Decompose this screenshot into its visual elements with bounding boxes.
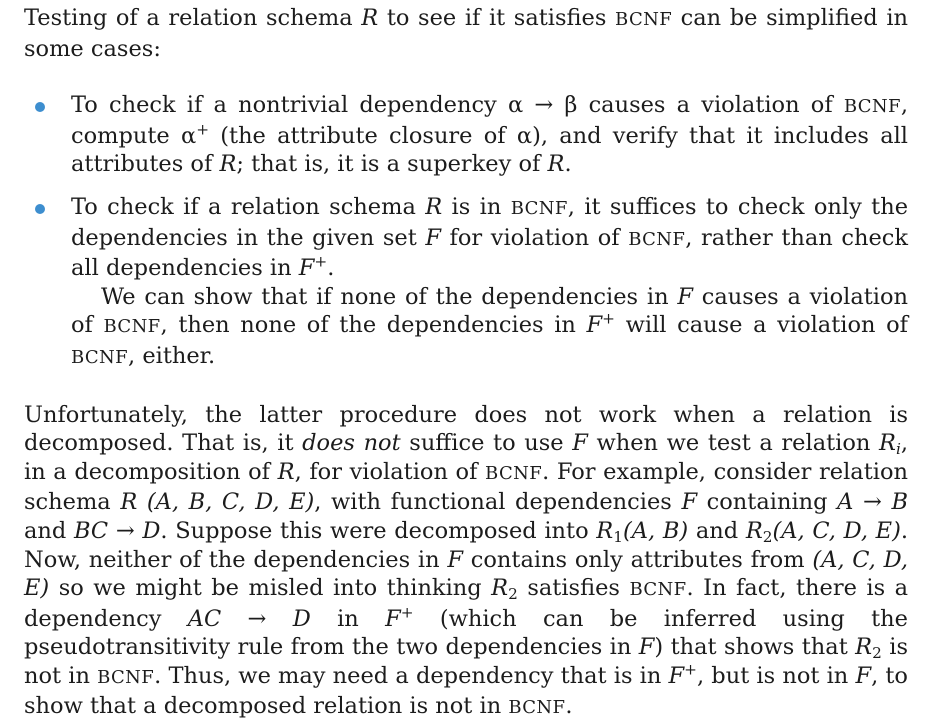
closing-paragraph: Unfortunately, the latter procedure does not work when a relation is decomposed. That is, it does not suffice to use F when we test a relation $R_i$, in a decomposition of R, for violation of BCNF. For example, consider relation schema R (A, B, C, D, E), with functional dependencies F containing A → B and BC → D. Suppose this were decomposed into $R_1(A$, B) and $R_2(A$, C, D, E). Now, neither of the dependencies in F contains only attributes from (A, C, D, E) so we might be misled into thinking $R_2$ satisfies BCNF. In fact, there is a dependency AC → D in F+ (which can be inferred using the pseudotransitivity rule from the two dependencies in F) that shows that $R_2$ is not in BCNF. Thus, we may need a dependency that is in F+, but is not in F, to show that a decomposed relation is not in BCNF.: [24, 401, 909, 720]
rules-list: [24, 91, 908, 372]
bullet-continuation: We can show that if none of the dependencies in F causes a violation of BCNF, then none of the dependencies in F+ will cause a violation of BCNF, either.: [71, 283, 909, 369]
bullet-text: To check if a nontrivial dependency α → β causes a violation of BCNF, compute α+ (the attribute closure of α), and verify that it includes all attributes of R; that is, it is a superkey of R.: [71, 92, 909, 178]
bullet-icon: [35, 204, 45, 214]
intro-paragraph: Testing of a relation schema R to see if it satisfies BCNF can be simplified in some cases:: [24, 5, 908, 62]
document-page: [24, 4, 908, 723]
list-item: [24, 91, 908, 179]
bullet-text: To check if a relation schema R is in BCNF, it suffices to check only the dependencies in the given set F for violation of BCNF, rather than check all dependencies in F+.: [71, 193, 909, 282]
bullet-icon: [35, 102, 45, 112]
list-item: [24, 193, 908, 373]
